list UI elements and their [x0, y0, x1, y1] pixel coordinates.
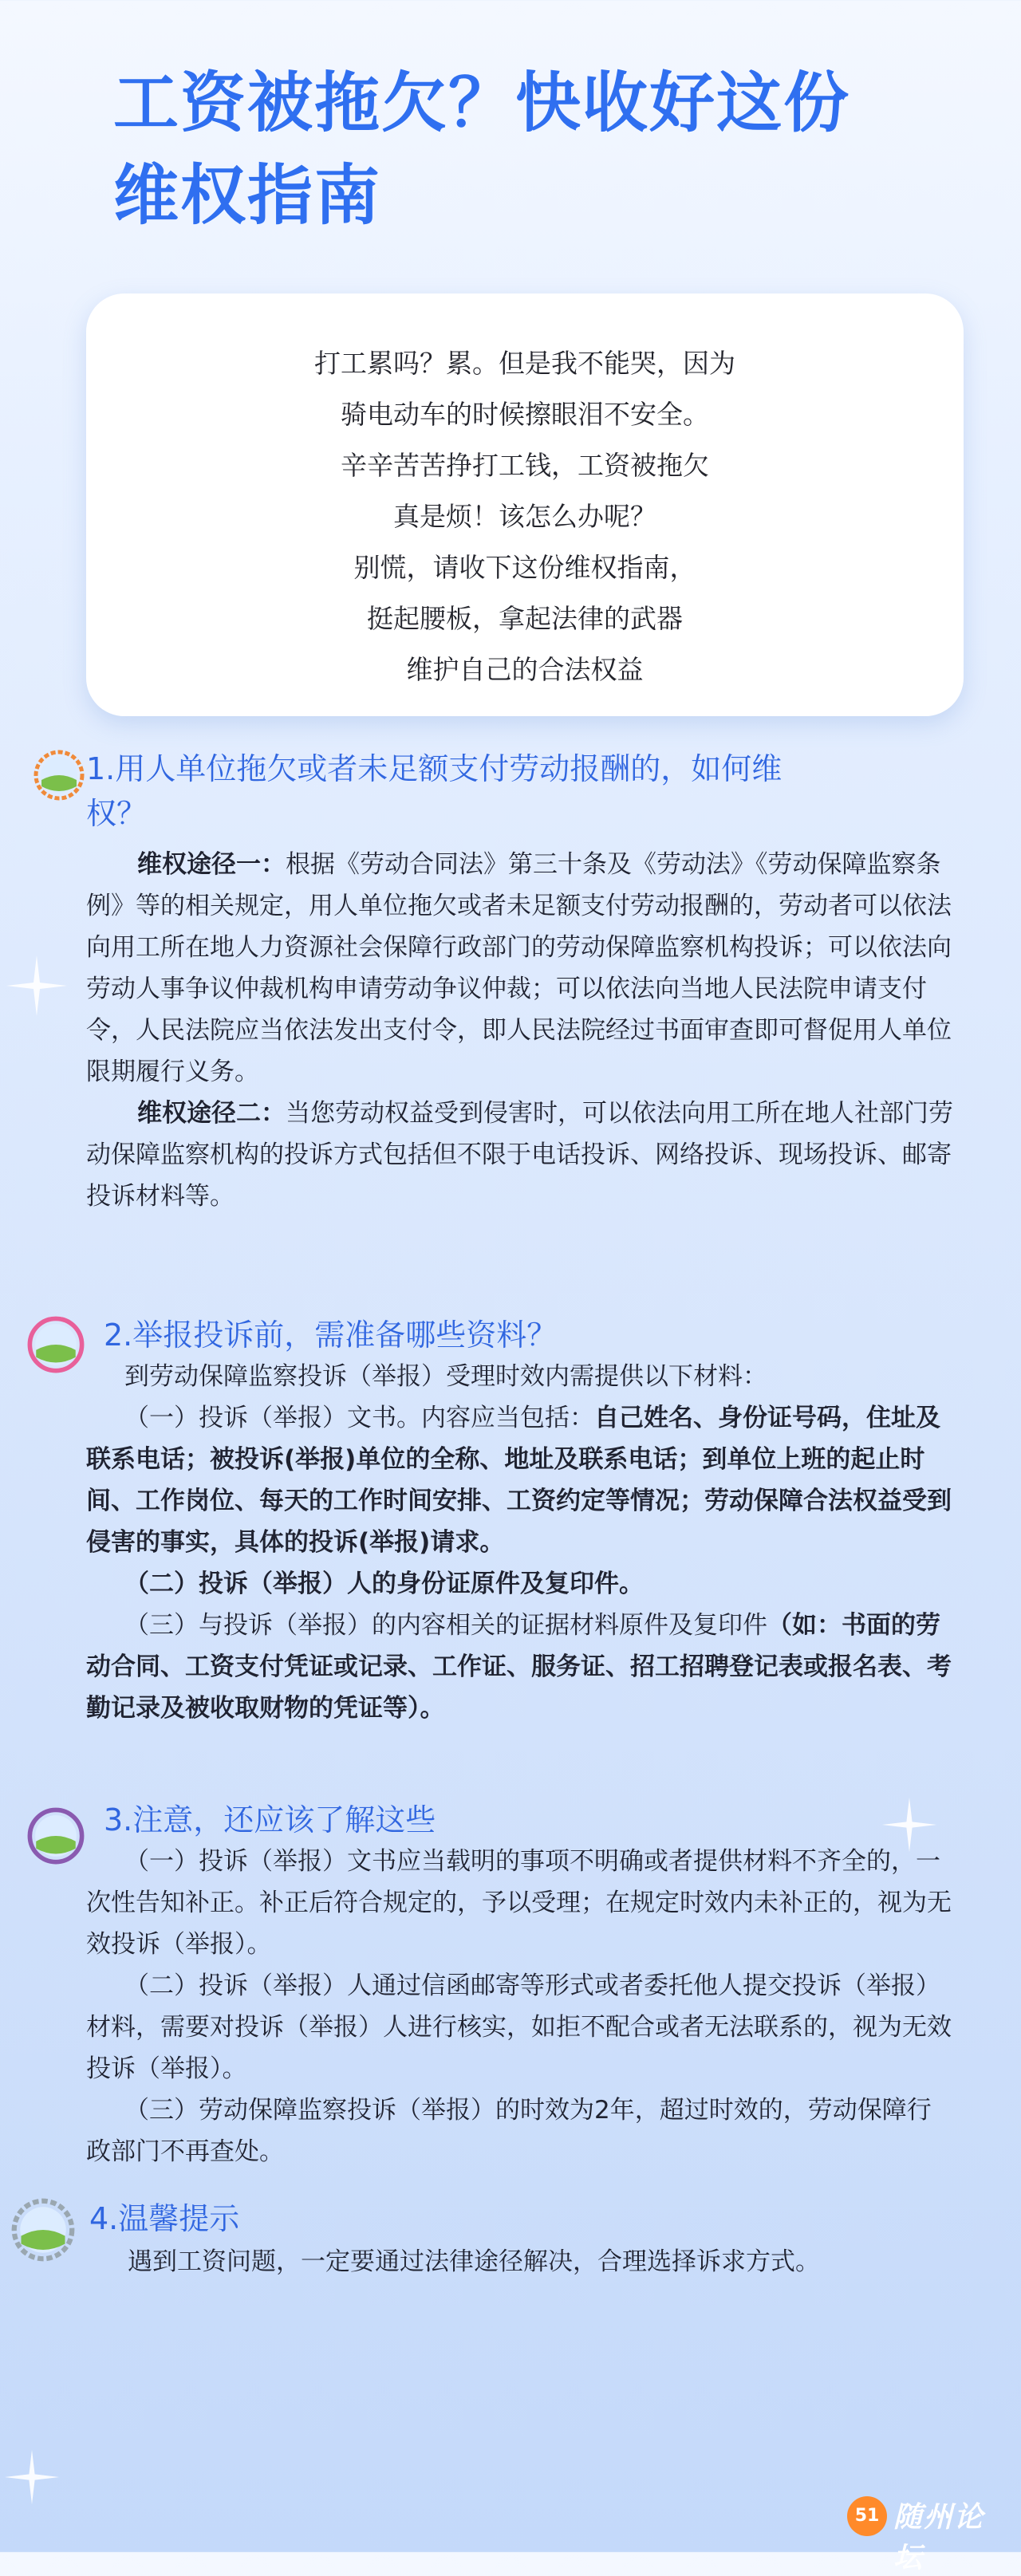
- section-4-body: [77, 2241, 954, 2283]
- section-3-paragraph-3: （三）劳动保障监察投诉（举报）的时效为2年，超过时效的，劳动保障行政部门不再查处。: [86, 2096, 932, 2166]
- forum-watermark: [847, 2493, 1007, 2574]
- sparkle-icon: [3, 2448, 61, 2506]
- item-1-bold: 自己姓名、身份证号码，住址及联系电话；被投诉(举报)单位的全称、地址及联系电话；到单位上班的起止时间、工作岗位、每天的工作时间安排、工资约定等情况；劳动保障合法权益受到侵害的事实，具体的投诉(举报)请求。: [86, 1404, 952, 1557]
- section-4-title: 4.温馨提示: [89, 2201, 240, 2236]
- intro-line: 骑电动车的时候擦眼泪不安全。: [341, 399, 709, 430]
- forum-logo: 51: [847, 2496, 887, 2536]
- section-2-title: 2.举报投诉前，需准备哪些资料？: [104, 1318, 558, 1353]
- intro-line: 挺起腰板，拿起法律的武器: [367, 603, 683, 634]
- path-one-text: 根据《劳动合同法》第三十条及《劳动法》《劳动保障监察条例》等的相关规定，用人单位拖欠或者未足额支付劳动报酬的，劳动者可以依法向用工所在地人力资源社会保障行政部门的劳动保障监察机构投诉；可以依法向劳动人事争议仲裁机构申请劳动争议仲裁；可以依法向当地人民法院申请支付令，人民法院应当依法发出支付令，即人民法院经过书面审查即可督促用人单位限期履行义务。: [86, 850, 952, 1086]
- section-2-item-2: （二）投诉（举报）人的身份证原件及复印件。: [124, 1570, 644, 1598]
- section-4-paragraph-1: 遇到工资问题，一定要通过法律途径解决，合理选择诉求方式。: [128, 2247, 820, 2276]
- section-3-paragraph-2: （二）投诉（举报）人通过信函邮寄等形式或者委托他人提交投诉（举报）材料，需要对投诉（举报）人进行核实，如拒不配合或者无法联系的，视为无效投诉（举报）。: [86, 1971, 952, 2083]
- sparkle-icon: [5, 954, 69, 1018]
- sun-landscape-icon: [27, 1807, 85, 1865]
- section-2-item-3: [86, 1605, 956, 1729]
- path-one-label: 维权途径一：: [137, 850, 286, 879]
- sun-landscape-icon: [27, 1316, 85, 1373]
- title-line-1: 工资被拖欠？快收好这份: [113, 65, 851, 141]
- item-3-plain: （三）与投诉（举报）的内容相关的证据材料原件及复印件: [124, 1611, 767, 1640]
- item-3-bold: （如：书面的劳动合同、工资支付凭证或记录、工作证、服务证、招工招聘登记表或报名表、考勤记录及被收取财物的凭证等）。: [86, 1611, 952, 1723]
- section-2-item-1: [86, 1397, 956, 1563]
- section-2-body: [86, 1356, 956, 1729]
- intro-line: 维护自己的合法权益: [406, 654, 644, 685]
- section-3-paragraph-1: （一）投诉（举报）文书应当载明的事项不明确或者提供材料不齐全的，一次性告知补正。补正后符合规定的，予以受理；在规定时效内未补正的，视为无效投诉（举报）。: [86, 1847, 952, 1959]
- path-two-text: 当您劳动权益受到侵害时，可以依法向用工所在地人社部门劳动保障监察机构的投诉方式包括但不限于电话投诉、网络投诉、现场投诉、邮寄投诉材料等。: [86, 1099, 953, 1211]
- sun-landscape-icon: [34, 750, 85, 801]
- section-1-paragraph-1: [86, 844, 956, 1093]
- section-1-title-line-2: 权？: [86, 796, 148, 831]
- section-3-body: [86, 1841, 956, 2172]
- section-1-title: [86, 746, 980, 836]
- intro-line: 别慌，请收下这份维权指南，: [353, 552, 696, 583]
- section-1-body: [86, 844, 956, 1217]
- intro-card: [86, 293, 964, 716]
- intro-line: 打工累吗？累。但是我不能哭，因为: [314, 348, 735, 379]
- intro-text: [86, 338, 964, 695]
- sun-landscape-icon: [11, 2198, 75, 2262]
- path-two-label: 维权途径二：: [137, 1099, 286, 1128]
- section-3-title: 3.注意，还应该了解这些: [104, 1802, 436, 1837]
- item-1-plain: （一）投诉（举报）文书。内容应当包括：: [124, 1404, 594, 1432]
- intro-line: 真是烦！该怎么办呢？: [393, 501, 656, 532]
- section-2-intro: 到劳动保障监察投诉（举报）受理时效内需提供以下材料：: [124, 1362, 767, 1391]
- page-title: [113, 57, 943, 242]
- title-line-2: 维权指南: [113, 158, 382, 234]
- section-1-paragraph-2: [86, 1093, 956, 1217]
- forum-name: 随州论坛: [893, 2501, 985, 2574]
- intro-line: 辛辛苦苦挣打工钱，工资被拖欠: [341, 450, 709, 481]
- section-1-title-line-1: 1.用人单位拖欠或者未足额支付劳动报酬的，如何维: [86, 751, 783, 786]
